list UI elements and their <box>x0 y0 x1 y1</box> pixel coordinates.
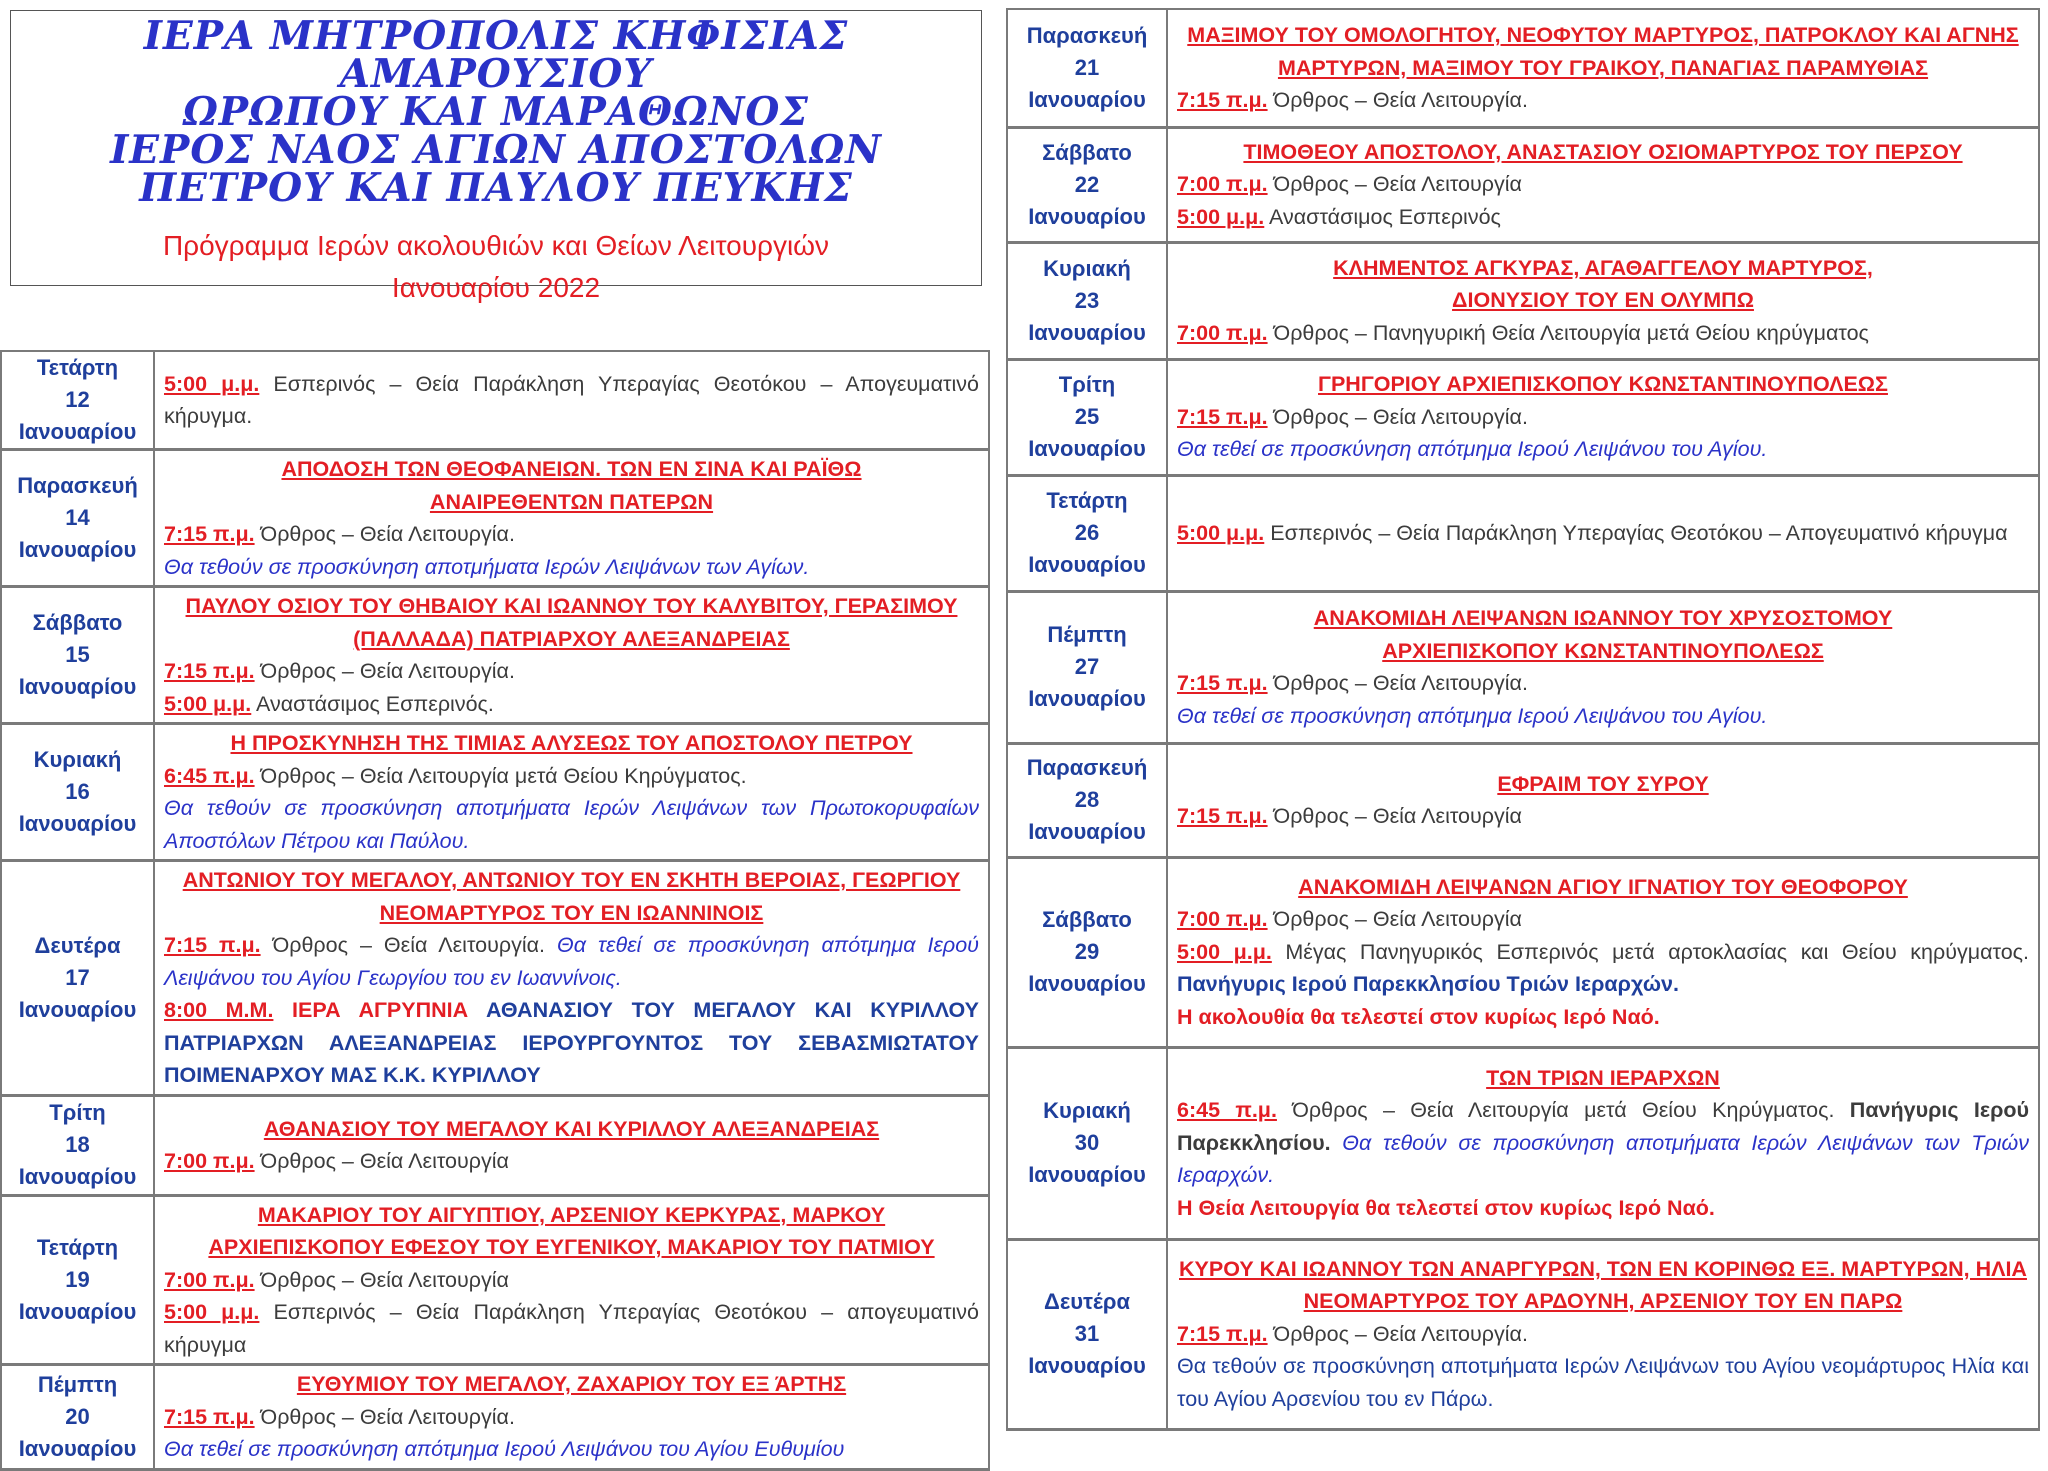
title-line: ΩΡΩΠΟΥ ΚΑΙ ΜΑΡΑΘΩΝΟΣ <box>183 89 809 135</box>
schedule-row <box>1 1095 989 1195</box>
service-cell <box>154 587 989 724</box>
subtitle-line: Ιανουαρίου 2022 <box>391 272 601 303</box>
feast-title: ΓΡΗΓΟΡΙΟΥ ΑΡΧΙΕΠΙΣΚΟΠΟΥ ΚΩΝΣΤΑΝΤΙΝΟΥΠΟΛΕΩΣ <box>1318 372 1888 397</box>
service-text: Εσπερινός – Θεία Παράκληση Υπεραγίας Θεοτόκου – απογευματινό κήρυγμα <box>164 1300 980 1357</box>
service-text: Όρθρος – Θεία Λειτουργία. <box>254 522 515 546</box>
weekday: Πέμπτη <box>1047 622 1127 647</box>
feast-day-note: Πανήγυρις Ιερού Παρεκκλησίου Τριών Ιεραρχών. <box>1177 972 1679 997</box>
month-name: Ιανουαρίου <box>18 811 137 836</box>
church-title <box>11 13 981 211</box>
day-cell <box>1 1095 154 1195</box>
schedule-row <box>1007 9 2039 127</box>
feast-title: ΑΝΤΩΝΙΟΥ ΤΟΥ ΜΕΓΑΛΟΥ, ΑΝΤΩΝΙΟΥ ΤΟΥ ΕΝ ΣΚΗΤΗ ΒΕΡΟΙΑΣ, ΓΕΩΡΓΙΟΥ ΝΕΟΜΑΡΤΥΡΟΣ ΤΟΥ ΕΝ ΙΩΑΝΝΙΝΟΙΣ <box>182 868 961 925</box>
service-time: 7:15 π.μ. <box>1177 671 1268 695</box>
day-number: 29 <box>1074 939 1100 964</box>
service-text: Όρθρος – Θεία Λειτουργία. <box>260 933 558 957</box>
schedule-row <box>1007 743 2039 857</box>
service-time: 7:15 π.μ. <box>1177 404 1268 429</box>
vigil-time: 8:00 Μ.Μ. <box>164 998 274 1022</box>
schedule-table-left <box>0 350 990 1471</box>
weekday: Τετάρτη <box>36 355 119 380</box>
service-time: 7:00 π.μ. <box>1177 907 1268 932</box>
weekday: Σάββατο <box>32 610 123 635</box>
service-text: Όρθρος – Θεία Λειτουργία <box>1267 907 1522 932</box>
weekday: Κυριακή <box>1043 255 1131 281</box>
feast-title: ΑΝΑΚΟΜΙΔΗ ΛΕΙΨΑΝΩΝ ΑΓΙΟΥ ΙΓΝΑΤΙΟΥ ΤΟΥ ΘΕΟΦΟΡΟΥ <box>1298 874 1908 899</box>
service-cell <box>154 1095 989 1195</box>
service-cell <box>154 1195 989 1365</box>
day-cell <box>1007 242 1167 359</box>
day-cell <box>1007 9 1167 127</box>
day-number: 12 <box>65 387 90 412</box>
day-cell <box>1 450 154 587</box>
schedule-row <box>1007 591 2039 743</box>
feast-title: ΜΑΞΙΜΟΥ ΤΟΥ ΟΜΟΛΟΓΗΤΟΥ, ΝΕΟΦΥΤΟΥ ΜΑΡΤΥΡΟΣ, ΠΑΤΡΟΚΛΟΥ ΚΑΙ ΑΓΝΗΣ ΜΑΡΤΥΡΩΝ, ΜΑΞΙΜΟΥ ΤΟΥ ΓΡΑΙΚΟΥ, ΠΑΝΑΓΙΑΣ ΠΑΡΑΜΥΘΙΑΣ <box>1187 23 2019 80</box>
weekday: Παρασκευή <box>17 473 138 498</box>
feast-title: ΚΥΡΟΥ ΚΑΙ ΙΩΑΝΝΟΥ ΤΩΝ ΑΝΑΡΓΥΡΩΝ, ΤΩΝ ΕΝ ΚΟΡΙΝΘΩ ΕΞ. ΜΑΡΤΥΡΩΝ, ΗΛΙΑ ΝΕΟΜΑΡΤΥΡΟΣ ΤΟΥ ΑΡΔΟΥΝΗ, ΑΡΣΕΝΙΟΥ ΤΟΥ ΕΝ ΠΑΡΩ <box>1179 1256 2027 1314</box>
day-number: 31 <box>1074 1321 1100 1346</box>
service-time: 7:15 π.μ. <box>1177 1321 1268 1346</box>
day-number: 27 <box>1074 654 1100 679</box>
vigil-label: ΙΕΡΑ ΑΓΡΥΠΝΙΑ <box>273 998 486 1022</box>
service-text: Όρθρος – Θεία Λειτουργία. <box>1267 88 1528 112</box>
title-line: ΙΕΡΑ ΜΗΤΡΟΠΟΛΙΣ ΚΗΦΙΣΙΑΣ ΑΜΑΡΟΥΣΙΟΥ <box>143 13 849 97</box>
month-name: Ιανουαρίου <box>1028 552 1146 577</box>
schedule-row <box>1007 1239 2039 1429</box>
service-cell <box>1167 591 2039 743</box>
header-box <box>10 10 982 303</box>
service-text: Εσπερινός – Θεία Παράκληση Υπεραγίας Θεοτόκου – Απογευματινό κήρυγμα. <box>164 371 979 428</box>
service-cell <box>154 450 989 587</box>
day-cell <box>1 587 154 724</box>
service-time: 7:00 π.μ. <box>1177 172 1268 197</box>
day-number: 16 <box>65 779 90 804</box>
month-name: Ιανουαρίου <box>18 419 137 444</box>
month-name: Ιανουαρίου <box>1028 819 1146 844</box>
relic-note: Θα τεθούν σε προσκύνηση αποτμήματα Ιερών Λειψάνων των Τριών Ιεραρχών. <box>1177 1130 2029 1188</box>
weekday: Τετάρτη <box>36 1234 119 1260</box>
schedule-row <box>1 861 989 1096</box>
weekday: Τρίτη <box>49 1100 106 1125</box>
service-text: Όρθρος – Θεία Λειτουργία <box>254 1149 509 1173</box>
schedule-table-right <box>1006 8 2040 1431</box>
service-cell <box>1167 9 2039 127</box>
service-text: Όρθρος – Θεία Λειτουργία. <box>1267 1321 1528 1346</box>
day-number: 17 <box>65 964 90 990</box>
service-time: 7:15 π.μ. <box>1177 88 1268 112</box>
month-name: Ιανουαρίου <box>18 537 137 562</box>
schedule-row <box>1 1195 989 1365</box>
service-time: 5:00 μ.μ. <box>164 1300 260 1324</box>
service-text: Όρθρος – Θεία Λειτουργία <box>1267 172 1522 197</box>
day-cell <box>1 351 154 450</box>
weekday: Σάββατο <box>1042 907 1132 932</box>
service-cell <box>1167 242 2039 359</box>
day-number: 30 <box>1074 1130 1100 1155</box>
service-cell <box>1167 857 2039 1047</box>
service-cell <box>154 861 989 1096</box>
service-cell <box>1167 475 2039 591</box>
day-number: 14 <box>65 505 90 530</box>
service-time: 5:00 μ.μ. <box>1177 939 1272 964</box>
service-text: Όρθρος – Θεία Λειτουργία. <box>254 659 515 683</box>
service-text: Όρθρος – Θεία Λειτουργία <box>254 1267 509 1292</box>
weekday: Παρασκευή <box>1026 22 1148 48</box>
location-note: Η ακολουθία θα τελεστεί στον κυρίως Ιερό Ναό. <box>1177 1004 1660 1029</box>
service-cell <box>154 1365 989 1470</box>
weekday: Τρίτη <box>1058 372 1116 397</box>
service-cell <box>1167 743 2039 857</box>
service-text: Όρθρος – Θεία Λειτουργία. <box>1267 404 1528 429</box>
day-number: 19 <box>65 1266 90 1292</box>
service-time: 7:15 π.μ. <box>164 522 255 546</box>
day-number: 18 <box>65 1132 90 1157</box>
day-cell <box>1 724 154 861</box>
feast-title: ΑΠΟΔΟΣΗ ΤΩΝ ΘΕΟΦΑΝΕΙΩΝ. ΤΩΝ ΕΝ ΣΙΝΑ ΚΑΙ ΡΑΪΘΩ ΑΝΑΙΡΕΘΕΝΤΩΝ ΠΑΤΕΡΩΝ <box>281 457 862 514</box>
weekday: Παρασκευή <box>1026 755 1148 780</box>
feast-day-note: Πανήγυρις Ιερού Παρεκκλησίου. <box>1177 1098 2030 1155</box>
service-text: Όρθρος – Θεία Λειτουργία μετά Θείου Κηρύγματος. <box>1276 1098 1850 1123</box>
schedule-row <box>1 1365 989 1470</box>
day-cell <box>1007 591 1167 743</box>
subtitle-line: Πρόγραμμα Ιερών ακολουθιών και Θείων Λειτουργιών <box>162 230 830 261</box>
service-cell <box>154 724 989 861</box>
feast-title: ΠΑΥΛΟΥ ΟΣΙΟΥ ΤΟΥ ΘΗΒΑΙΟΥ ΚΑΙ ΙΩΑΝΝΟΥ ΤΟΥ ΚΑΛΥΒΙΤΟΥ, ΓΕΡΑΣΙΜΟΥ (ΠΑΛΛΑΔΑ) ΠΑΤΡΙΑΡΧΟΥ ΑΛΕΞΑΝΔΡΕΙΑΣ <box>185 594 958 651</box>
service-text: Όρθρος – Πανηγυρική Θεία Λειτουργία μετά Θείου κηρύγματος <box>1267 320 1869 345</box>
service-text: Αναστάσιμος Εσπερινός. <box>251 691 494 716</box>
schedule-row <box>1007 1047 2039 1239</box>
weekday: Κυριακή <box>1043 1098 1131 1123</box>
weekday: Πέμπτη <box>37 1371 118 1397</box>
month-name: Ιανουαρίου <box>1028 971 1146 996</box>
month-name: Ιανουαρίου <box>18 1164 137 1189</box>
relic-note: Θα τεθεί σε προσκύνηση απότμημα Ιερού Λειψάνου του Αγίου Ευθυμίου <box>164 1437 845 1461</box>
day-cell <box>1 1195 154 1365</box>
weekday: Κυριακή <box>33 747 122 772</box>
day-cell <box>1007 359 1167 475</box>
day-cell <box>1007 1239 1167 1429</box>
service-cell <box>1167 359 2039 475</box>
service-text: Όρθρος – Θεία Λειτουργία μετά Θείου Κηρύγματος. <box>254 763 747 788</box>
day-number: 20 <box>65 1403 90 1429</box>
day-number: 15 <box>65 642 90 667</box>
service-text: Μέγας Πανηγυρικός Εσπερινός μετά αρτοκλασίας και Θείου κηρύγματος. <box>1271 939 2029 964</box>
feast-title: ΚΛΗΜΕΝΤΟΣ ΑΓΚΥΡΑΣ, ΑΓΑΘΑΓΓΕΛΟΥ ΜΑΡΤΥΡΟΣ, ΔΙΟΝΥΣΙΟΥ ΤΟΥ ΕΝ ΟΛΥΜΠΩ <box>1333 255 1873 313</box>
month-name: Ιανουαρίου <box>1028 436 1146 461</box>
day-cell <box>1007 127 1167 242</box>
schedule-row <box>1007 127 2039 242</box>
service-time: 7:00 π.μ. <box>164 1267 255 1292</box>
vigil-text: ΑΘΑΝΑΣΙΟΥ ΤΟΥ ΜΕΓΑΛΟΥ ΚΑΙ ΚΥΡΙΛΛΟΥ ΠΑΤΡΙΑΡΧΩΝ ΑΛΕΞΑΝΔΡΕΙΑΣ ΙΕΡΟΥΡΓΟΥΝΤΟΣ ΤΟΥ ΣΕΒΑΣΜΙΩΤΑΤΟΥ ΠΟΙΜΕΝΑΡΧΟΥ ΜΑΣ Κ.Κ. ΚΥΡΙΛΛΟΥ <box>164 998 980 1087</box>
service-text: Όρθρος – Θεία Λειτουργία. <box>1267 671 1528 695</box>
title-line: ΙΕΡΟΣ ΝΑΟΣ ΑΓΙΩΝ ΑΠΟΣΤΟΛΩΝ <box>110 127 882 173</box>
schedule-row <box>1007 857 2039 1047</box>
service-time: 7:00 π.μ. <box>1177 320 1268 345</box>
feast-title: Η ΠΡΟΣΚΥΝΗΣΗ ΤΗΣ ΤΙΜΙΑΣ ΑΛΥΣΕΩΣ ΤΟΥ ΑΠΟΣΤΟΛΟΥ ΠΕΤΡΟΥ <box>230 731 913 755</box>
month-name: Ιανουαρίου <box>1028 319 1146 345</box>
day-cell <box>1 1365 154 1470</box>
service-time: 5:00 μ.μ. <box>164 691 252 716</box>
service-cell <box>154 351 989 450</box>
relic-note: Θα τεθούν σε προσκύνηση αποτμήματα Ιερών Λειψάνων των Πρωτοκορυφαίων Αποστόλων Πέτρου και Παύλου. <box>164 796 979 853</box>
month-name: Ιανουαρίου <box>18 996 137 1022</box>
relic-note: Θα τεθούν σε προσκύνηση αποτμήματα Ιερών Λειψάνων των Αγίων. <box>164 554 810 579</box>
month-name: Ιανουαρίου <box>1028 1162 1146 1187</box>
schedule-row <box>1 724 989 861</box>
feast-title: ΤΩΝ ΤΡΙΩΝ ΙΕΡΑΡΧΩΝ <box>1486 1065 1720 1090</box>
service-time: 5:00 μ.μ. <box>1177 520 1265 545</box>
service-text: Όρθρος – Θεία Λειτουργία <box>1267 804 1522 828</box>
day-number: 25 <box>1074 404 1100 429</box>
service-cell <box>1167 1047 2039 1239</box>
day-cell <box>1007 743 1167 857</box>
schedule-row <box>1 351 989 450</box>
feast-title: ΕΦΡΑΙΜ ΤΟΥ ΣΥΡΟΥ <box>1497 771 1709 796</box>
service-text: Όρθρος – Θεία Λειτουργία. <box>254 1404 515 1429</box>
day-number: 21 <box>1074 54 1100 80</box>
day-cell <box>1007 857 1167 1047</box>
schedule-row <box>1 450 989 587</box>
title-line: ΠΕΤΡΟΥ ΚΑΙ ΠΑΥΛΟΥ ΠΕΥΚΗΣ <box>139 165 853 211</box>
service-time: 6:45 π.μ. <box>1177 1098 1277 1123</box>
month-name: Ιανουαρίου <box>1028 1353 1146 1378</box>
month-name: Ιανουαρίου <box>18 674 137 699</box>
service-time: 6:45 π.μ. <box>164 763 255 788</box>
month-name: Ιανουαρίου <box>1028 86 1146 112</box>
schedule-row <box>1 587 989 724</box>
service-time: 7:15 π.μ. <box>164 1404 255 1429</box>
month-name: Ιανουαρίου <box>18 1298 137 1324</box>
month-name: Ιανουαρίου <box>18 1435 137 1461</box>
feast-title: ΜΑΚΑΡΙΟΥ ΤΟΥ ΑΙΓΥΠΤΙΟΥ, ΑΡΣΕΝΙΟΥ ΚΕΡΚΥΡΑΣ, ΜΑΡΚΟΥ ΑΡΧΙΕΠΙΣΚΟΠΟΥ ΕΦΕΣΟΥ ΤΟΥ ΕΥΓΕΝΙΚΟΥ, ΜΑΚΑΡΙΟΥ ΤΟΥ ΠΑΤΜΙΟΥ <box>208 1202 935 1259</box>
service-cell <box>1167 127 2039 242</box>
schedule-subtitle <box>11 225 981 309</box>
relic-note: Θα τεθεί σε προσκύνηση απότμημα Ιερού Λειψάνου του Αγίου. <box>1177 437 1768 462</box>
day-cell <box>1007 475 1167 591</box>
month-name: Ιανουαρίου <box>1028 686 1146 711</box>
service-cell <box>1167 1239 2039 1429</box>
feast-title: ΤΙΜΟΘΕΟΥ ΑΠΟΣΤΟΛΟΥ, ΑΝΑΣΤΑΣΙΟΥ ΟΣΙΟΜΑΡΤΥΡΟΣ ΤΟΥ ΠΕΡΣΟΥ <box>1243 139 1963 164</box>
schedule-row <box>1007 242 2039 359</box>
day-number: 28 <box>1074 787 1100 812</box>
month-name: Ιανουαρίου <box>1028 203 1146 229</box>
day-cell <box>1007 1047 1167 1239</box>
relic-note: Θα τεθούν σε προσκύνηση αποτμήματα Ιερών Λειψάνων του Αγίου νεομάρτυρος Ηλία και του Αγίου Αρσενίου του εν Πάρω. <box>1177 1354 2029 1411</box>
service-time: 7:15 π.μ. <box>164 659 255 683</box>
service-text: Εσπερινός – Θεία Παράκληση Υπεραγίας Θεοτόκου – Απογευματινό κήρυγμα <box>1264 520 2008 545</box>
feast-title: ΑΝΑΚΟΜΙΔΗ ΛΕΙΨΑΝΩΝ ΙΩΑΝΝΟΥ ΤΟΥ ΧΡΥΣΟΣΤΟΜΟΥ ΑΡΧΙΕΠΙΣΚΟΠΟΥ ΚΩΝΣΤΑΝΤΙΝΟΥΠΟΛΕΩΣ <box>1313 606 1893 663</box>
relic-note: Θα τεθεί σε προσκύνηση απότμημα Ιερού Λειψάνου του Αγίου Γεωργίου του εν Ιωαννίνοις. <box>164 933 980 990</box>
service-text: Αναστάσιμος Εσπερινός <box>1264 204 1501 229</box>
feast-title: ΕΥΘΥΜΙΟΥ ΤΟΥ ΜΕΓΑΛΟΥ, ΖΑΧΑΡΙΟΥ ΤΟΥ ΕΞ ΆΡΤΗΣ <box>296 1372 847 1396</box>
weekday: Σάββατο <box>1042 139 1132 165</box>
weekday: Δευτέρα <box>1044 1289 1130 1314</box>
location-note: Η Θεία Λειτουργία θα τελεστεί στον κυρίως Ιερό Ναό. <box>1177 1195 1715 1220</box>
service-time: 5:00 μ.μ. <box>164 371 260 396</box>
day-number: 26 <box>1074 520 1100 545</box>
service-time: 5:00 μ.μ. <box>1177 204 1265 229</box>
feast-title: ΑΘΑΝΑΣΙΟΥ ΤΟΥ ΜΕΓΑΛΟΥ ΚΑΙ ΚΥΡΙΛΛΟΥ ΑΛΕΞΑΝΔΡΕΙΑΣ <box>263 1116 880 1141</box>
service-time: 7:15 π.μ. <box>1177 804 1268 828</box>
relic-note: Θα τεθεί σε προσκύνηση απότμημα Ιερού Λειψάνου του Αγίου. <box>1177 703 1768 728</box>
service-time: 7:15 π.μ. <box>164 933 261 957</box>
day-number: 23 <box>1074 287 1100 313</box>
weekday: Δευτέρα <box>34 932 121 958</box>
service-time: 7:00 π.μ. <box>164 1149 255 1173</box>
schedule-row <box>1007 359 2039 475</box>
weekday: Τετάρτη <box>1046 488 1128 513</box>
day-cell <box>1 861 154 1096</box>
schedule-row <box>1007 475 2039 591</box>
day-number: 22 <box>1074 171 1100 197</box>
